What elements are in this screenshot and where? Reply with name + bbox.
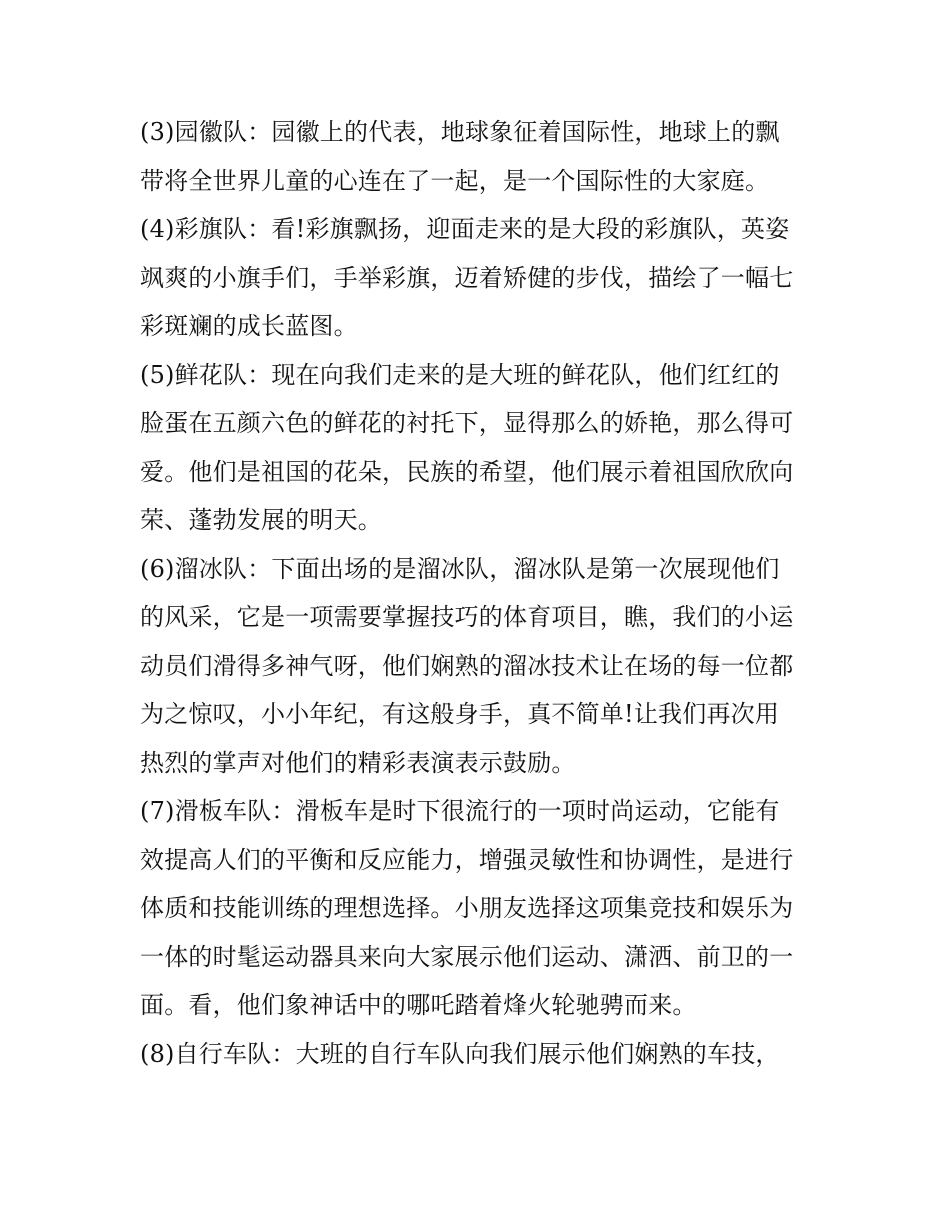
text-line-17: 体质和技能训练的理想选择。小朋友选择这项集竞技和娱乐为 bbox=[140, 894, 794, 922]
text-line-12: 动员们滑得多神气呀，他们娴熟的溜冰技术让在场的每一位都 bbox=[140, 651, 794, 680]
document-body bbox=[140, 108, 820, 1078]
text-line-5: 彩斑斓的成长蓝图。 bbox=[140, 312, 358, 340]
text-line-11: 的风采，它是一项需要掌握技巧的体育项目，瞧，我们的小运 bbox=[140, 603, 794, 631]
text-line-13: 为之惊叹，小小年纪，有这般身手，真不简单!让我们再次用 bbox=[140, 700, 780, 728]
text-line-2: 带将全世界儿童的心连在了一起，是一个国际性的大家庭。 bbox=[140, 166, 770, 195]
text-line-18: 一体的时髦运动器具来向大家展示他们运动、潇洒、前卫的一 bbox=[140, 942, 794, 971]
text-line-1: (3)园徽队：园徽上的代表，地球象征着国际性，地球上的飘 bbox=[140, 118, 780, 146]
text-line-7: 脸蛋在五颜六色的鲜花的衬托下，显得那么的娇艳，那么得可 bbox=[140, 409, 794, 437]
text-line-3: (4)彩旗队：看!彩旗飘扬，迎面走来的是大段的彩旗队，英姿 bbox=[140, 215, 790, 243]
text-line-16: 效提高人们的平衡和反应能力，增强灵敏性和协调性，是进行 bbox=[140, 845, 794, 874]
text-line-4: 飒爽的小旗手们，手举彩旗，迈着矫健的步伐，描绘了一幅七 bbox=[140, 263, 794, 292]
text-line-19: 面。看，他们象神话中的哪吒踏着烽火轮驰骋而来。 bbox=[140, 991, 697, 1019]
text-line-20: (8)自行车队：大班的自行车队向我们展示他们娴熟的车技， bbox=[140, 1039, 780, 1068]
text-line-9: 荣、蓬勃发展的明天。 bbox=[140, 506, 382, 534]
text-line-8: 爱。他们是祖国的花朵，民族的希望，他们展示着祖国欣欣向 bbox=[140, 457, 794, 486]
text-line-15: (7)滑板车队：滑板车是时下很流行的一项时尚运动，它能有 bbox=[140, 797, 780, 825]
text-line-10: (6)溜冰队：下面出场的是溜冰队，溜冰队是第一次展现他们 bbox=[140, 554, 780, 583]
text-line-6: (5)鲜花队：现在向我们走来的是大班的鲜花队，他们红红的 bbox=[140, 360, 780, 389]
text-line-14: 热烈的掌声对他们的精彩表演表示鼓励。 bbox=[140, 748, 576, 777]
